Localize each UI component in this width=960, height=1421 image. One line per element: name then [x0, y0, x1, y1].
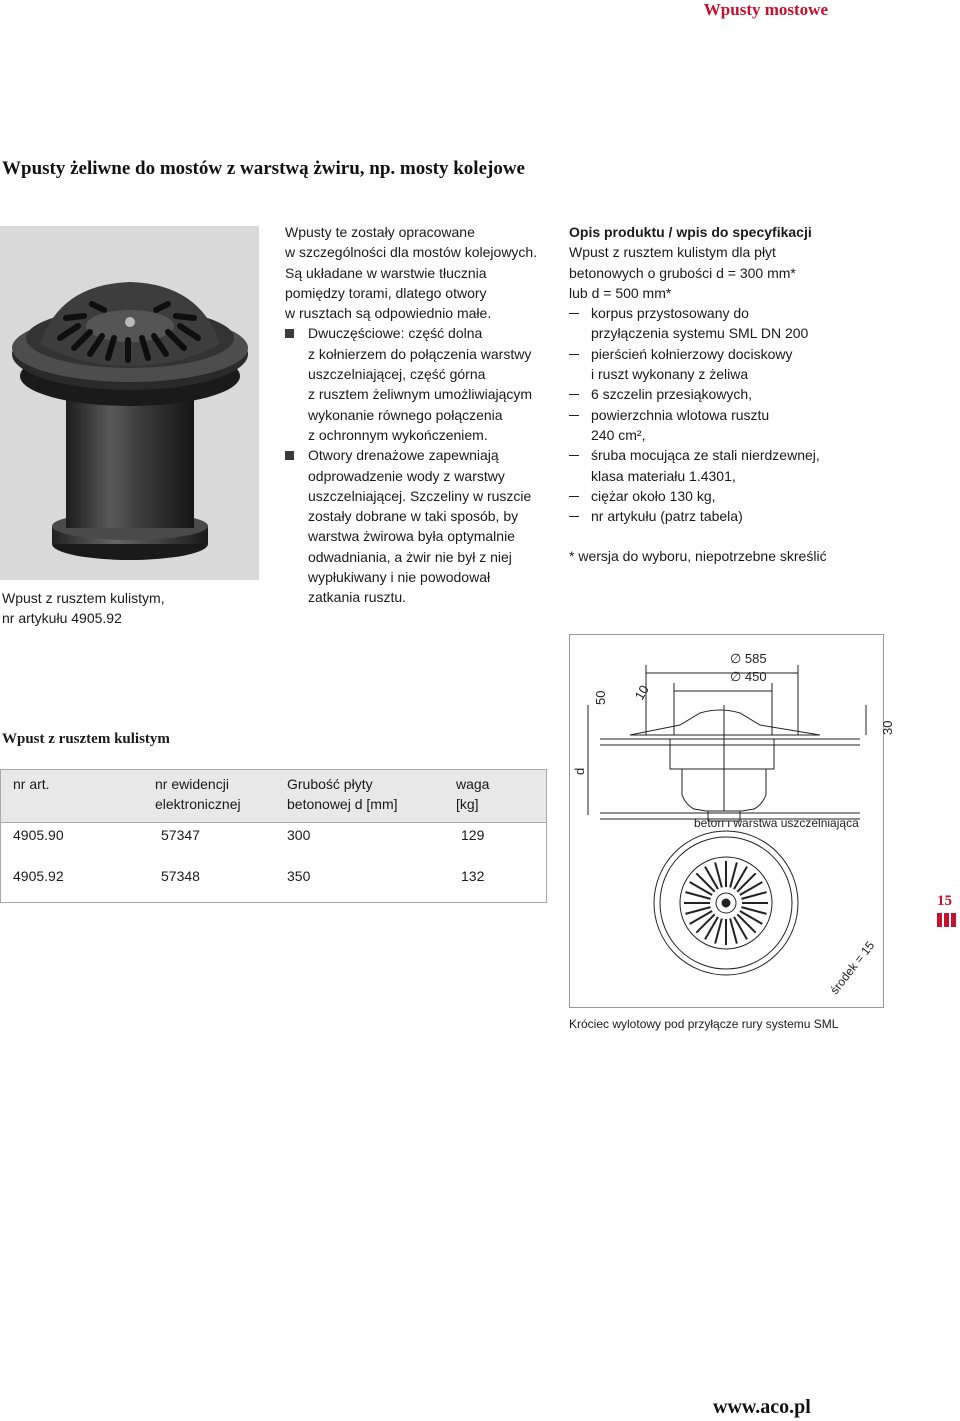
photo-caption — [2, 588, 165, 628]
grate-slot — [737, 873, 755, 891]
grate-slot — [690, 911, 713, 924]
grate-slot — [730, 918, 737, 943]
spec-item: korpus przystosowany do — [569, 303, 869, 323]
grate-slot — [690, 882, 713, 895]
dim-d: d — [572, 767, 587, 775]
spec-item: 6 szczelin przesiąkowych, — [569, 384, 869, 404]
technical-drawing — [569, 634, 895, 1008]
table-cell: 57347 — [161, 827, 200, 843]
intro-line: Są układane w warstwie tłucznia — [285, 264, 487, 281]
col-header: nr ewidencji — [155, 776, 229, 792]
dash-icon — [569, 496, 579, 497]
col-header: [kg] — [456, 796, 479, 812]
dash-icon — [569, 354, 579, 355]
table-cell: 57348 — [161, 868, 200, 884]
grate-slot — [740, 882, 763, 895]
table-cell: 4905.92 — [13, 868, 64, 884]
grate-slot — [730, 862, 737, 887]
grate-slot — [740, 911, 763, 924]
intro-line: pomiędzy torami, dlatego otwory — [285, 284, 487, 301]
product-photo — [0, 226, 259, 580]
page-bars-icon — [937, 913, 957, 927]
dash-icon — [569, 455, 579, 456]
dim-10: 10 — [631, 682, 652, 703]
grate-slot — [696, 914, 714, 932]
layer-label: beton i warstwa uszczelniająca — [694, 816, 859, 830]
table-cell: 350 — [287, 868, 311, 884]
dash-icon — [569, 394, 579, 395]
grate-slot — [715, 918, 722, 943]
caption-line: nr artykułu 4905.92 — [2, 610, 122, 626]
grate-slot — [696, 873, 714, 891]
spec-intro-line: Wpust z rusztem kulistym dla płyt — [569, 244, 776, 261]
spec-intro-line: betonowych o grubości d = 300 mm* — [569, 264, 796, 281]
dim-50: 50 — [593, 690, 608, 705]
grate-slot — [737, 914, 755, 932]
dim-inner-diameter: ∅ 450 — [730, 669, 767, 684]
bullet-square-icon — [285, 329, 294, 338]
grate-slot — [715, 862, 722, 887]
spec-intro-line: lub d = 500 mm* — [569, 284, 672, 301]
dim-outer-diameter: ∅ 585 — [730, 651, 767, 666]
col-header: nr art. — [13, 776, 50, 792]
table-cell: 129 — [461, 827, 485, 843]
spec-item: powierzchnia wlotowa rusztu — [569, 405, 869, 425]
bullet-square-icon — [285, 451, 294, 460]
spec-item: nr artykułu (patrz tabela) — [569, 506, 869, 526]
grate-slot — [705, 867, 718, 890]
gully-image — [0, 226, 259, 580]
table-cell: 4905.90 — [13, 827, 64, 843]
grate-slot — [685, 907, 710, 914]
intro-line: Wpusty te zostały opracowane — [285, 224, 475, 240]
bullet-item: Dwuczęściowe: część dolna — [285, 323, 555, 343]
grate-slot — [741, 907, 766, 914]
grate-slot — [741, 892, 766, 899]
website-link[interactable]: www.aco.pl — [713, 1396, 811, 1418]
spec-column: Opis produktu / wpis do specyfikacji Wpust z rusztem kulistym dla płyt betonowych o grubości d = 300 mm* lub d = 500 mm* korpus przystosowany do przyłączenia systemu SML DN 200 pierścień kołnierzowy dociskowy i ruszt wykonany z żeliwa 6 szczelin przesiąkowych, powierzchnia wlotowa rusztu 240 cm², śruba mocująca ze stali nierdzewnej, klasa materiału 1.4301, ciężar około 130 kg, nr artykułu (patrz tabela) * wersja do wyboru, niepotrzebne skreślić — [569, 222, 869, 567]
grate-slot — [705, 917, 718, 940]
intro-line: w szczególności dla mostów kolejowych. — [285, 244, 538, 261]
page-number: 15 — [937, 893, 952, 909]
description-column: Wpusty te zostały opracowane w szczególności dla mostów kolejowych. Są układane w warstwie tłucznia pomiędzy torami, dlatego otwory w rusztach są odpowiednio małe. Dwuczęściowe: część dolna z kołnierzem do połączenia warstwy uszczelniającej, część górna z rusztem żeliwnym umożliwiającym wykonanie równego połączenia z ochronnym wykończeniem. Otwory drenażowe zapewniają odprowadzenie wody z warstwy uszczelniającej. Szczeliny w ruszcie zostały dobrane w taki sposób, by warstwa żwirowa była optymalnie odwadniania, a żwir nie był z niej wypłukiwany i nie powodował zatkania rusztu. — [285, 222, 555, 608]
spec-item: ciężar około 130 kg, — [569, 486, 869, 506]
grate-slot — [734, 917, 747, 940]
table-cell: 132 — [461, 868, 485, 884]
spec-note: * wersja do wyboru, niepotrzebne skreślić — [569, 548, 827, 565]
dash-icon — [569, 415, 579, 416]
table-cell: 300 — [287, 827, 311, 843]
col-header: waga — [456, 776, 490, 792]
col-header: Grubość płyty — [287, 776, 373, 792]
grate-slot — [734, 867, 747, 890]
spec-item: śruba mocująca ze stali nierdzewnej, — [569, 445, 869, 465]
col-header: elektronicznej — [155, 796, 241, 812]
bullet-item: Otwory drenażowe zapewniają — [285, 445, 555, 465]
dash-icon — [569, 313, 579, 314]
intro-line: w rusztach są odpowiednio małe. — [285, 305, 492, 322]
caption-line: Wpust z rusztem kulistym, — [2, 590, 165, 606]
row-divider — [1, 822, 546, 823]
spec-item: pierścień kołnierzowy dociskowy — [569, 344, 869, 364]
article-table — [0, 769, 547, 903]
dim-30: 30 — [880, 720, 895, 735]
table-title: Wpust z rusztem kulistym — [2, 731, 170, 747]
section-title: Wpusty mostowe — [703, 0, 828, 19]
center-label: środek = 15 — [827, 938, 878, 997]
drawing-caption: Króciec wylotowy pod przyłącze rury systemu SML — [569, 1017, 839, 1031]
page-title: Wpusty żeliwne do mostów z warstwą żwiru, np. mosty kolejowe — [2, 158, 525, 179]
drawing-svg — [570, 635, 895, 1007]
dash-icon — [569, 516, 579, 517]
col-header: betonowej d [mm] — [287, 796, 398, 812]
grate-slot — [685, 892, 710, 899]
spec-heading: Opis produktu / wpis do specyfikacji — [569, 224, 812, 240]
